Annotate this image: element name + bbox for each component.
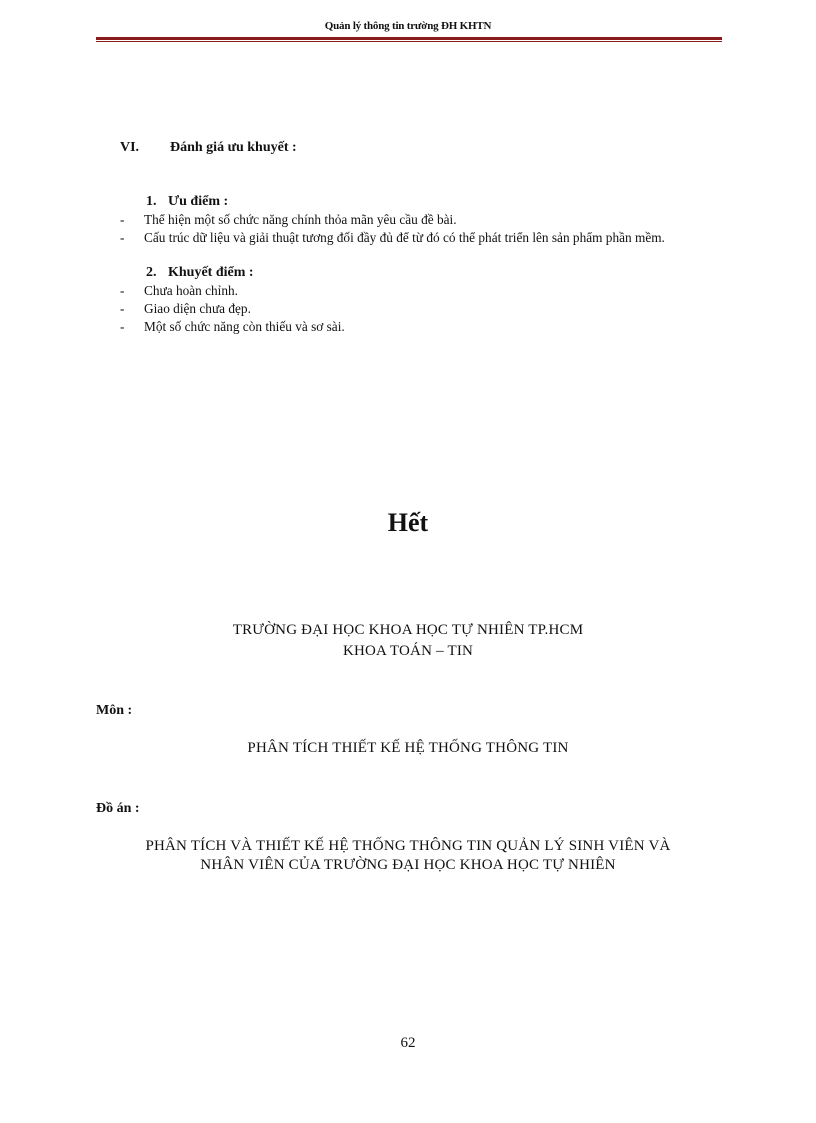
faculty-name: KHOA TOÁN – TIN bbox=[342, 643, 474, 659]
disadvantages-title: Khuyết điểm : bbox=[168, 265, 254, 280]
advantages-heading bbox=[146, 194, 228, 210]
disadvantages-number: 2. bbox=[146, 265, 157, 280]
list-item: - Thể hiện một số chức năng chính thỏa mãn yêu cầu đề bài. bbox=[120, 212, 457, 227]
section-title: Đánh giá ưu khuyết : bbox=[170, 140, 297, 155]
advantages-number: 1. bbox=[146, 194, 157, 209]
project-title-line-1: PHÂN TÍCH VÀ THIẾT KẾ HỆ THỐNG THÔNG TIN QUẢN LÝ SINH VIÊN VÀ bbox=[145, 838, 671, 854]
header-rule-thin bbox=[96, 41, 722, 42]
section-number: VI. bbox=[120, 140, 140, 155]
project-label: Đồ án : bbox=[96, 801, 140, 816]
page-number: 62 bbox=[400, 1035, 416, 1051]
list-item: - Giao diện chưa đẹp. bbox=[120, 301, 251, 316]
list-item: - Cấu trúc dữ liệu và giải thuật tương đối đầy đủ để từ đó có thể phát triển lên sản phẩm phần mềm. bbox=[120, 230, 665, 245]
list-item: - Chưa hoàn chỉnh. bbox=[120, 283, 238, 298]
advantage-item-2: Cấu trúc dữ liệu và giải thuật tương đối đầy đủ để từ đó có thể phát triển lên sản phẩm phần mềm. bbox=[144, 230, 665, 245]
page-header-title: Quản lý thông tin trường ĐH KHTN bbox=[324, 20, 492, 32]
disadvantage-item-1: Chưa hoàn chỉnh. bbox=[144, 283, 238, 298]
list-item: - Một số chức năng còn thiếu và sơ sài. bbox=[120, 319, 345, 334]
project-title-line-2: NHÂN VIÊN CỦA TRƯỜNG ĐẠI HỌC KHOA HỌC TỰ NHIÊN bbox=[200, 857, 616, 873]
end-heading: Hết bbox=[387, 508, 429, 537]
advantage-item-1: Thể hiện một số chức năng chính thỏa mãn yêu cầu đề bài. bbox=[144, 212, 457, 227]
subject-title: PHÂN TÍCH THIẾT KẾ HỆ THỐNG THÔNG TIN bbox=[247, 740, 569, 756]
disadvantages-heading bbox=[146, 265, 254, 281]
disadvantage-item-2: Giao diện chưa đẹp. bbox=[144, 301, 251, 316]
subject-label: Môn : bbox=[96, 703, 133, 718]
university-name: TRƯỜNG ĐẠI HỌC KHOA HỌC TỰ NHIÊN TP.HCM bbox=[232, 622, 584, 638]
disadvantage-item-3: Một số chức năng còn thiếu và sơ sài. bbox=[144, 319, 345, 334]
header-rule bbox=[96, 37, 722, 40]
advantages-title: Ưu điểm : bbox=[168, 194, 229, 209]
